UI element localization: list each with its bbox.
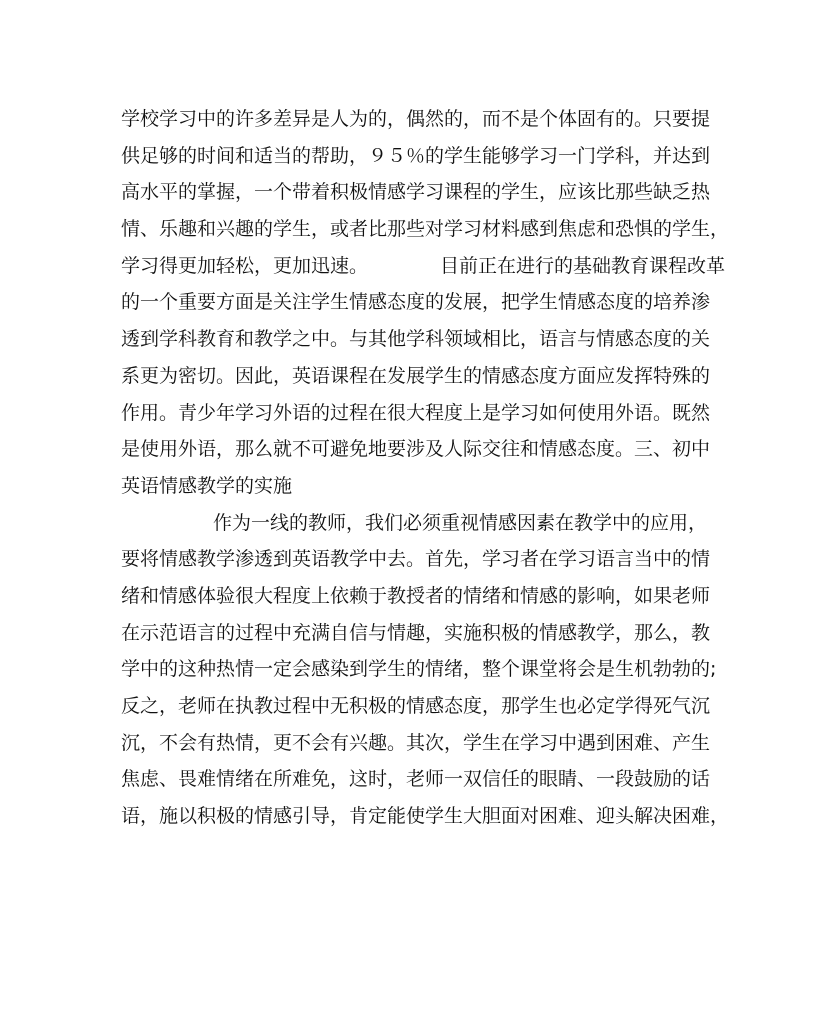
text-line-9: 作用。青少年学习外语的过程在很大程度上是学习如何使用外语。既然 bbox=[121, 401, 711, 424]
text-line-6: 的一个重要方面是关注学生情感态度的发展，把学生情感态度的培养渗 bbox=[121, 291, 711, 314]
text-line-16: 学中的这种热情一定会感染到学生的情绪，整个课堂将会是生机勃勃的; bbox=[121, 658, 717, 681]
text-line-12: 作为一线的教师，我们必须重视情感因素在教学中的应用， bbox=[213, 511, 708, 534]
text-line-3: 高水平的掌握，一个带着积极情感学习课程的学生，应该比那些缺乏热 bbox=[121, 181, 711, 204]
text-line-4: 情、乐趣和兴趣的学生，或者比那些对学习材料感到焦虑和恐惧的学生， bbox=[121, 218, 730, 241]
text-line-5b: 目前正在进行的基础教育课程改革 bbox=[440, 254, 726, 277]
text-line-10: 是使用外语，那么就不可避免地要涉及人际交往和情感态度。三、初中 bbox=[121, 438, 711, 461]
text-line-1: 学校学习中的许多差异是人为的，偶然的，而不是个体固有的。只要提 bbox=[121, 108, 711, 130]
text-line-11: 英语情感教学的实施 bbox=[121, 474, 293, 497]
body-text bbox=[121, 101, 730, 835]
text-line-19: 焦虑、畏难情绪在所难免，这时，老师一双信任的眼睛、一段鼓励的话 bbox=[121, 768, 711, 791]
text-line-2: 供足够的时间和适当的帮助，９５％的学生能够学习一门学科，并达到 bbox=[121, 144, 711, 167]
text-line-13: 要将情感教学渗透到英语教学中去。首先，学习者在学习语言当中的情 bbox=[121, 548, 711, 571]
text-line-20: 语，施以积极的情感引导，肯定能使学生大胆面对困难、迎头解决困难， bbox=[121, 805, 730, 828]
text-line-7: 透到学科教育和教学之中。与其他学科领域相比，语言与情感态度的关 bbox=[121, 328, 711, 351]
text-line-17: 反之，老师在执教过程中无积极的情感态度，那学生也必定学得死气沉 bbox=[121, 695, 711, 717]
text-line-18: 沉，不会有热情，更不会有兴趣。其次，学生在学习中遇到困难、产生 bbox=[121, 731, 711, 754]
text-line-5 bbox=[121, 248, 726, 285]
text-line-15: 在示范语言的过程中充满自信与情趣，实施积极的情感教学，那么，教 bbox=[121, 621, 711, 644]
text-line-5a: 学习得更加轻松，更加迅速。 bbox=[121, 254, 369, 277]
text-line-14: 绪和情感体验很大程度上依赖于教授者的情绪和情感的影响，如果老师 bbox=[121, 584, 711, 607]
text-line-8: 系更为密切。因此，英语课程在发展学生的情感态度方面应发挥特殊的 bbox=[121, 364, 711, 387]
